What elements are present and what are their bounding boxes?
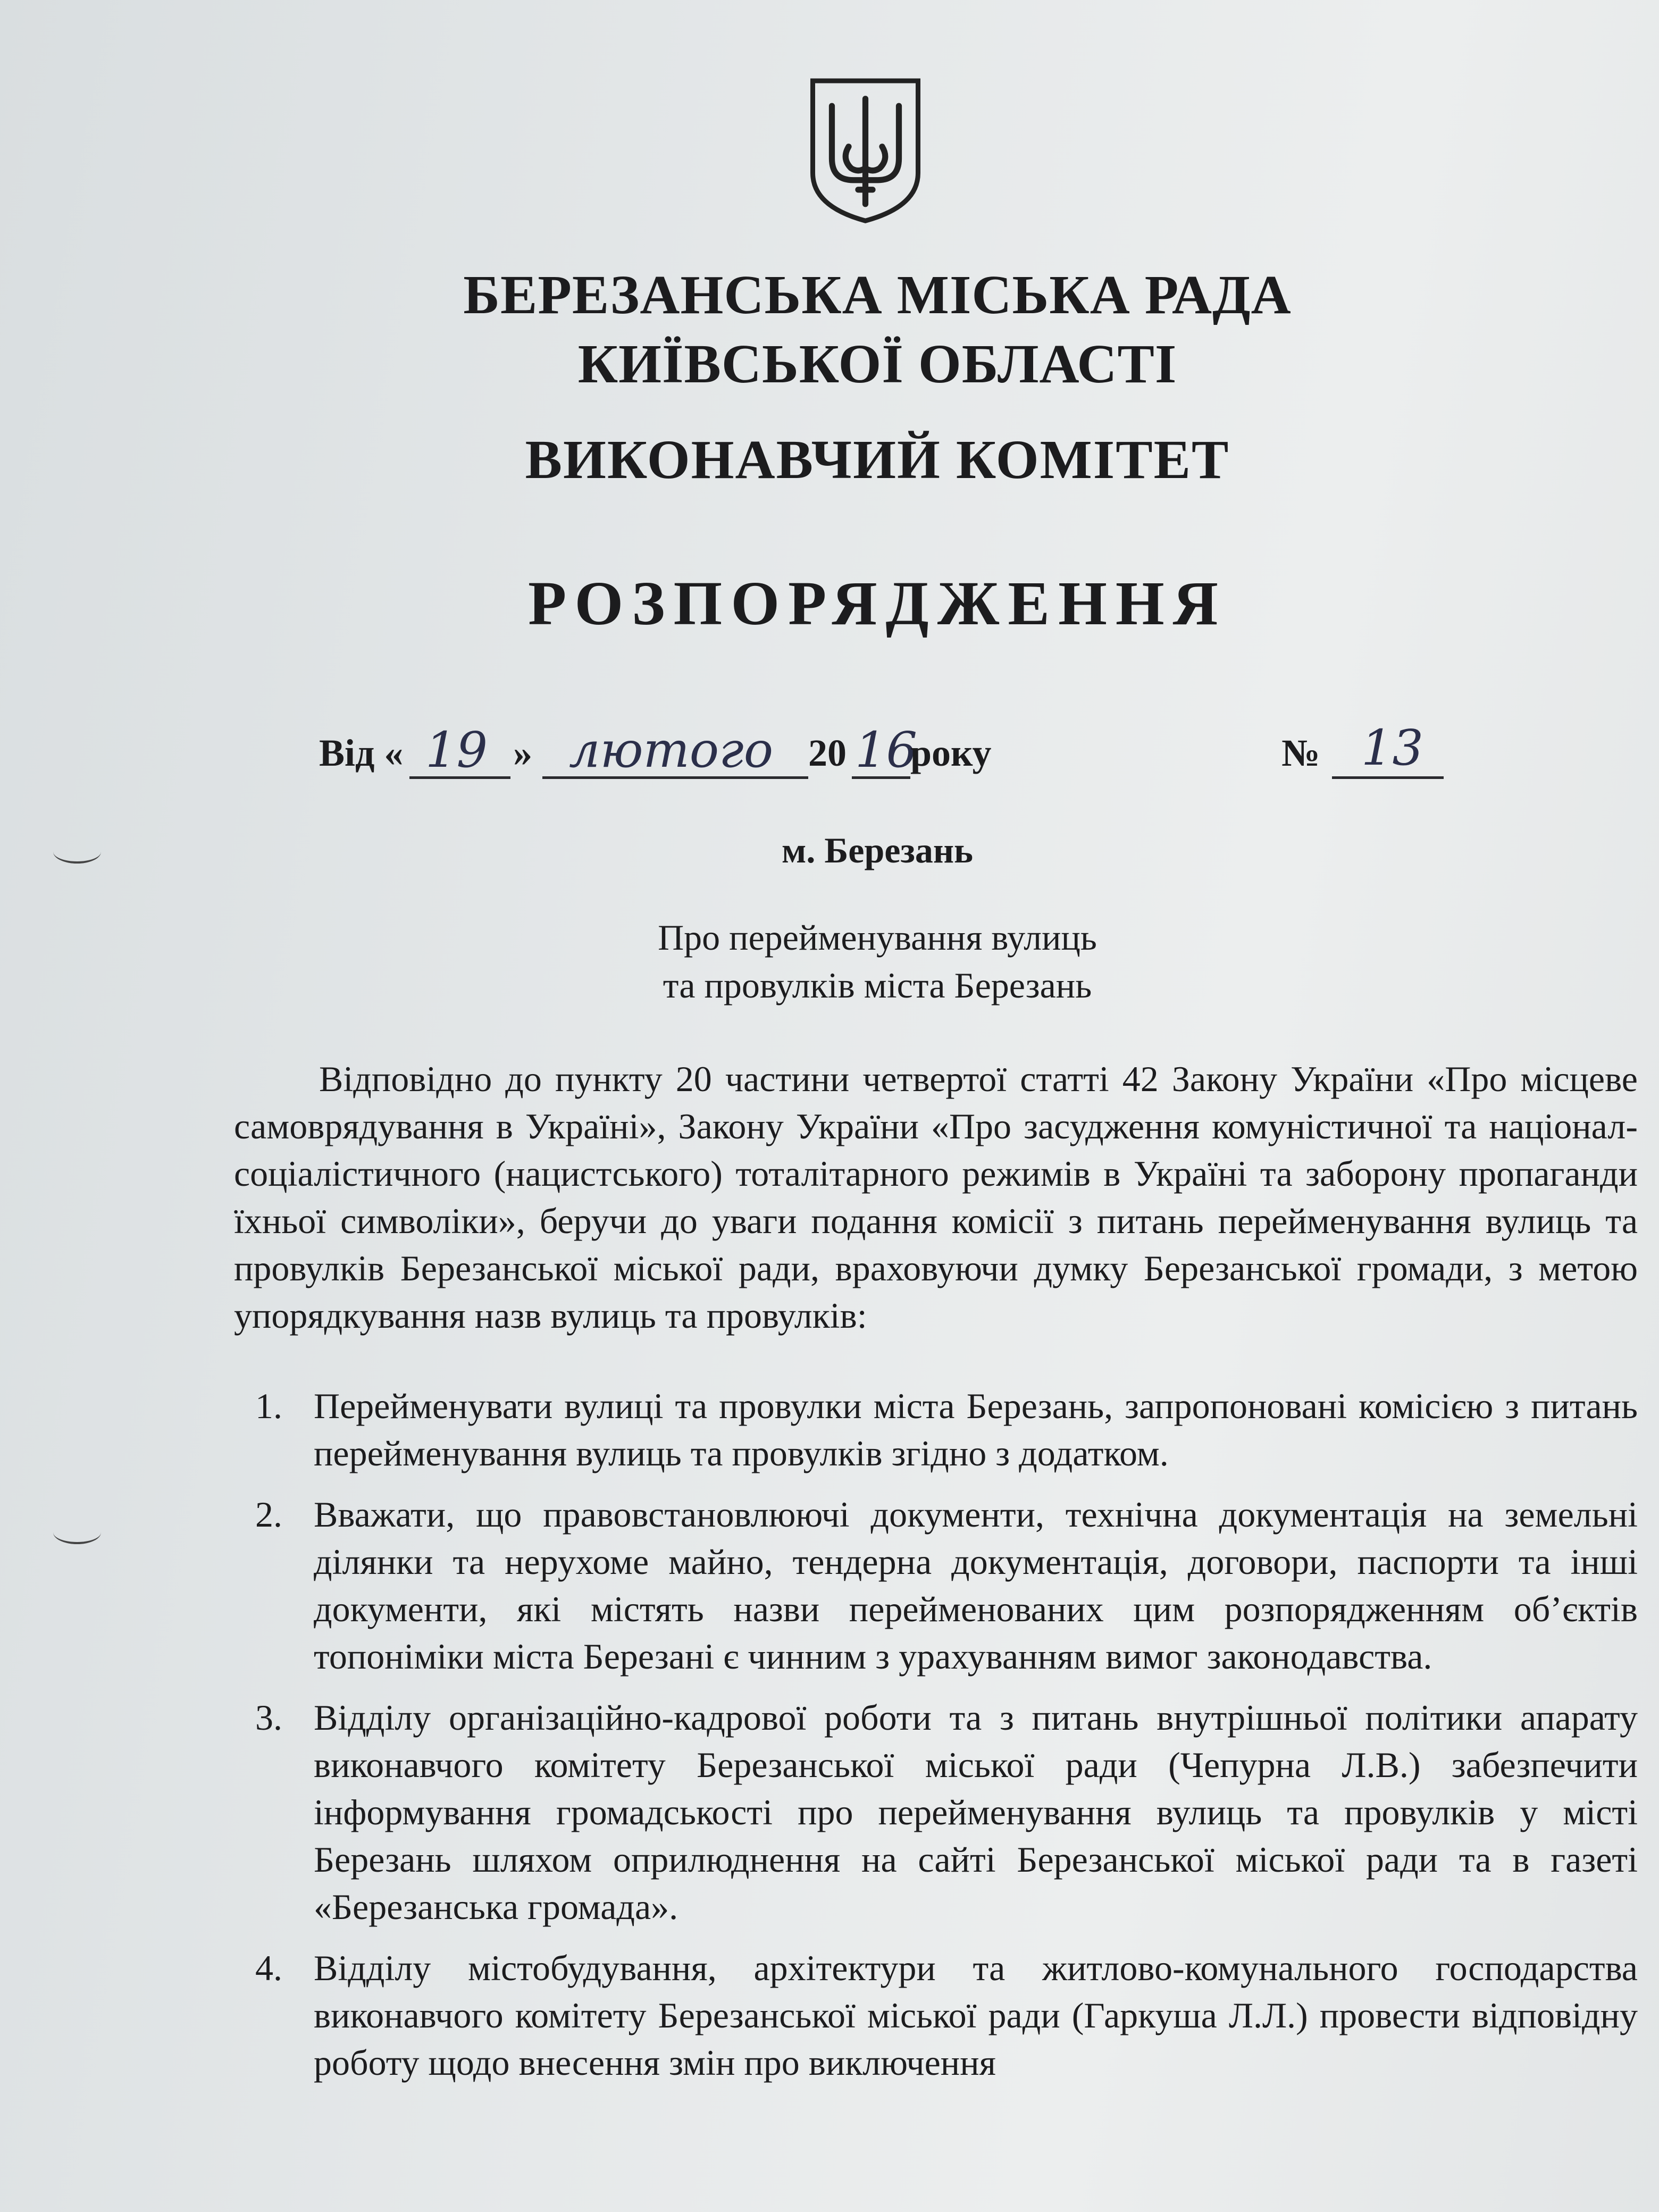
city-name: м. Березань — [782, 830, 973, 870]
document-type: РОЗПОРЯДЖЕННЯ — [528, 568, 1227, 638]
council-line-1: БЕРЕЗАНСЬКА МІСЬКА РАДА — [463, 264, 1292, 325]
item-text: Відділу організаційно-кадрової роботи та з питань внутрішньої політики апарату виконавчого комітету Березанської міської ради (Чепурна Л.В.) забезпечити інформування громадськості про перейменування вулиць та провулків у місті Березань шляхом оприлюднення на сайті Березанської міської ради та в газеті «Березанська громада». — [314, 1697, 1638, 1927]
punch-hole-mark — [53, 1521, 101, 1544]
item-number: 2. — [255, 1494, 282, 1535]
doc-number-handwritten: 13 — [1361, 719, 1424, 776]
trident-coat-of-arms-icon — [806, 74, 925, 226]
date-from-label: Від « — [319, 732, 404, 774]
item-number: 3. — [255, 1697, 282, 1738]
subject-heading — [479, 914, 1276, 1009]
subject-line-1: Про перейменування вулиць — [658, 917, 1097, 958]
date-day-handwritten: 19 — [425, 722, 488, 778]
council-name — [372, 261, 1382, 399]
item-number: 1. — [255, 1386, 282, 1426]
council-line-2: КИЇВСЬКОЇ ОБЛАСТІ — [577, 333, 1177, 395]
list-item — [234, 1382, 1638, 1477]
item-text: Перейменувати вулиці та провулки міста Березань, запропоновані комісією з питань перейменування вулиць та провулків згідно з додатком. — [314, 1386, 1638, 1473]
item-text: Відділу містобудування, архітектури та житлово-комунального господарства виконавчого комітету Березанської міської ради (Гаркуша Л.Л.) провести відповідну роботу щодо внесення змін про виключення — [314, 1948, 1638, 2083]
date-number-line — [319, 719, 1462, 790]
item-text: Вважати, що правовстановлюючі документи, технічна документація на земельні ділянки та нерухоме майно, тендерна документація, договори, паспорти та інші документи, які містять назви перейменованих цим розпорядженням об’єктів топоніміки міста Березані є чинним з урахуванням вимог законодавства. — [314, 1494, 1638, 1677]
list-item — [234, 1945, 1638, 2087]
year-word: року — [910, 732, 992, 774]
date-month-handwritten: лютого — [569, 722, 774, 778]
number-underline — [1332, 776, 1444, 779]
committee-name: ВИКОНАВЧИЙ КОМІТЕТ — [525, 429, 1230, 490]
item-number: 4. — [255, 1948, 282, 1988]
list-item — [234, 1491, 1638, 1680]
date-close-quote: » — [513, 732, 532, 774]
number-label: № — [1281, 732, 1320, 774]
preamble-paragraph: Відповідно до пункту 20 частини четвертої статті 42 Закону України «Про місцеве самоврядування в Україні», Закону України «Про засудження комуністичної та націонал-соціалістичного (нацистського) тоталітарного режимів в Україні та заборону пропаганди їхньої символіки», беручи до уваги подання комісії з питань перейменування вулиць та провулків Березанської міської ради, враховуючи думку Березанської громади, з метою упорядкування назв вулиць та провулків: — [234, 1059, 1638, 1336]
year-suffix-handwritten: 16 — [855, 722, 918, 778]
punch-hole-mark — [53, 840, 101, 864]
year-prefix: 20 — [808, 732, 847, 774]
list-item — [234, 1694, 1638, 1931]
subject-line-2: та провулків міста Березань — [663, 965, 1092, 1006]
order-items-list — [234, 1382, 1638, 2100]
